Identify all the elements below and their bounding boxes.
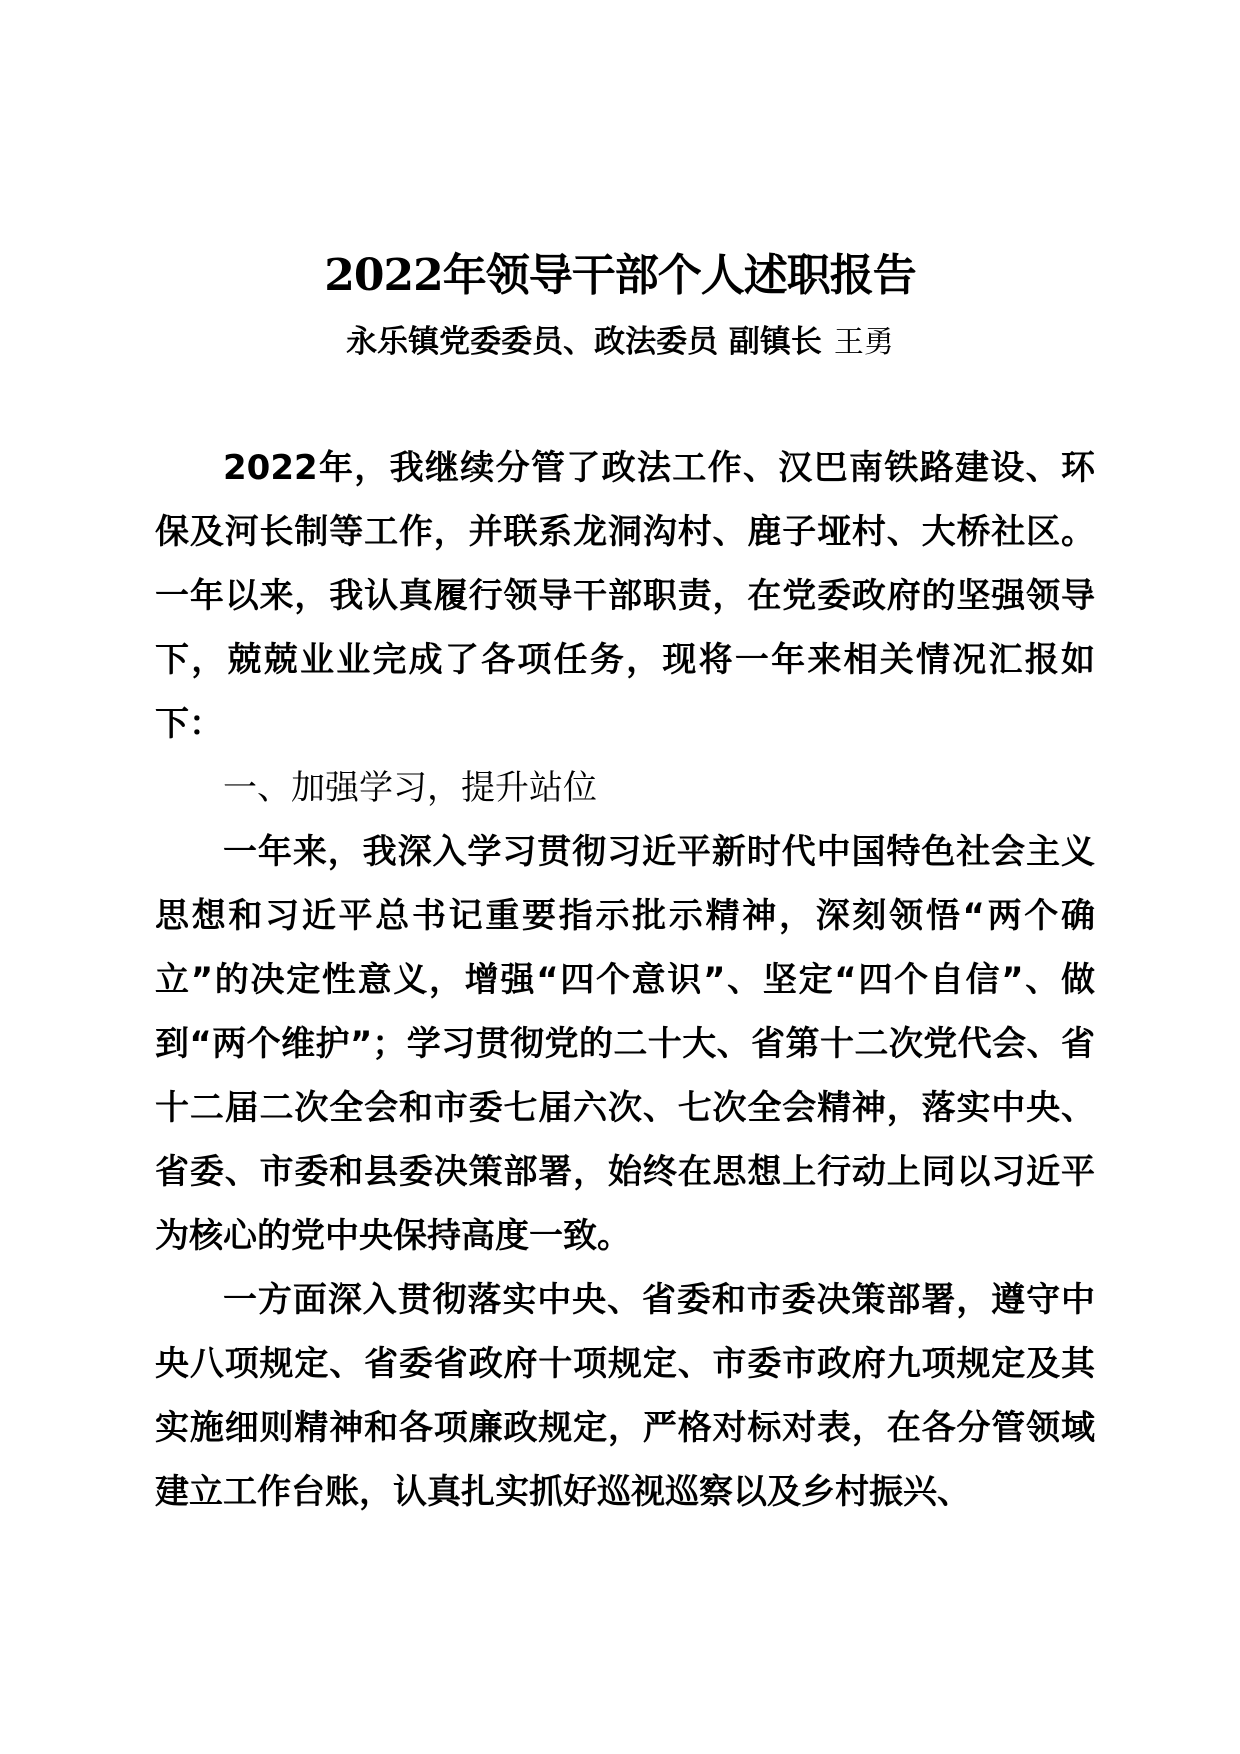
document-title: 2022年领导干部个人述职报告: [324, 250, 916, 301]
document-body: [155, 436, 1095, 1524]
section-heading: 一、加强学习，提升站位: [223, 768, 597, 808]
paragraph-implementation: 一方面深入贯彻落实中央、省委和市委决策部署，遵守中央八项规定、省委省政府十项规定、市委市政府九项规定及其实施细则精神和各项廉政规定，严格对标对表，在各分管领域建立工作台账，认真扎实抓好巡视巡察以及乡村振兴、: [155, 1280, 1095, 1512]
paragraph-intro: 2022年，我继续分管了政法工作、汉巴南铁路建设、环保及河长制等工作，并联系龙洞沟村、鹿子垭村、大桥社区。一年以来，我认真履行领导干部职责，在党委政府的坚强领导下，兢兢业业完成了各项任务，现将一年来相关情况汇报如下：: [155, 448, 1095, 744]
author-role: 永乐镇党委委员、政法委员 副镇长: [346, 324, 822, 360]
document-subtitle: [0, 320, 1240, 365]
paragraph-study: 一年来，我深入学习贯彻习近平新时代中国特色社会主义思想和习近平总书记重要指示批示精神，深刻领悟“两个确立”的决定性意义，增强“四个意识”、坚定“四个自信”、做到“两个维护”；学习贯彻党的二十大、省第十二次党代会、省十二届二次全会和市委七届六次、七次全会精神，落实中央、省委、市委和县委决策部署，始终在思想上行动上同以习近平为核心的党中央保持高度一致。: [155, 832, 1095, 1256]
author-name: 王勇: [833, 325, 894, 360]
